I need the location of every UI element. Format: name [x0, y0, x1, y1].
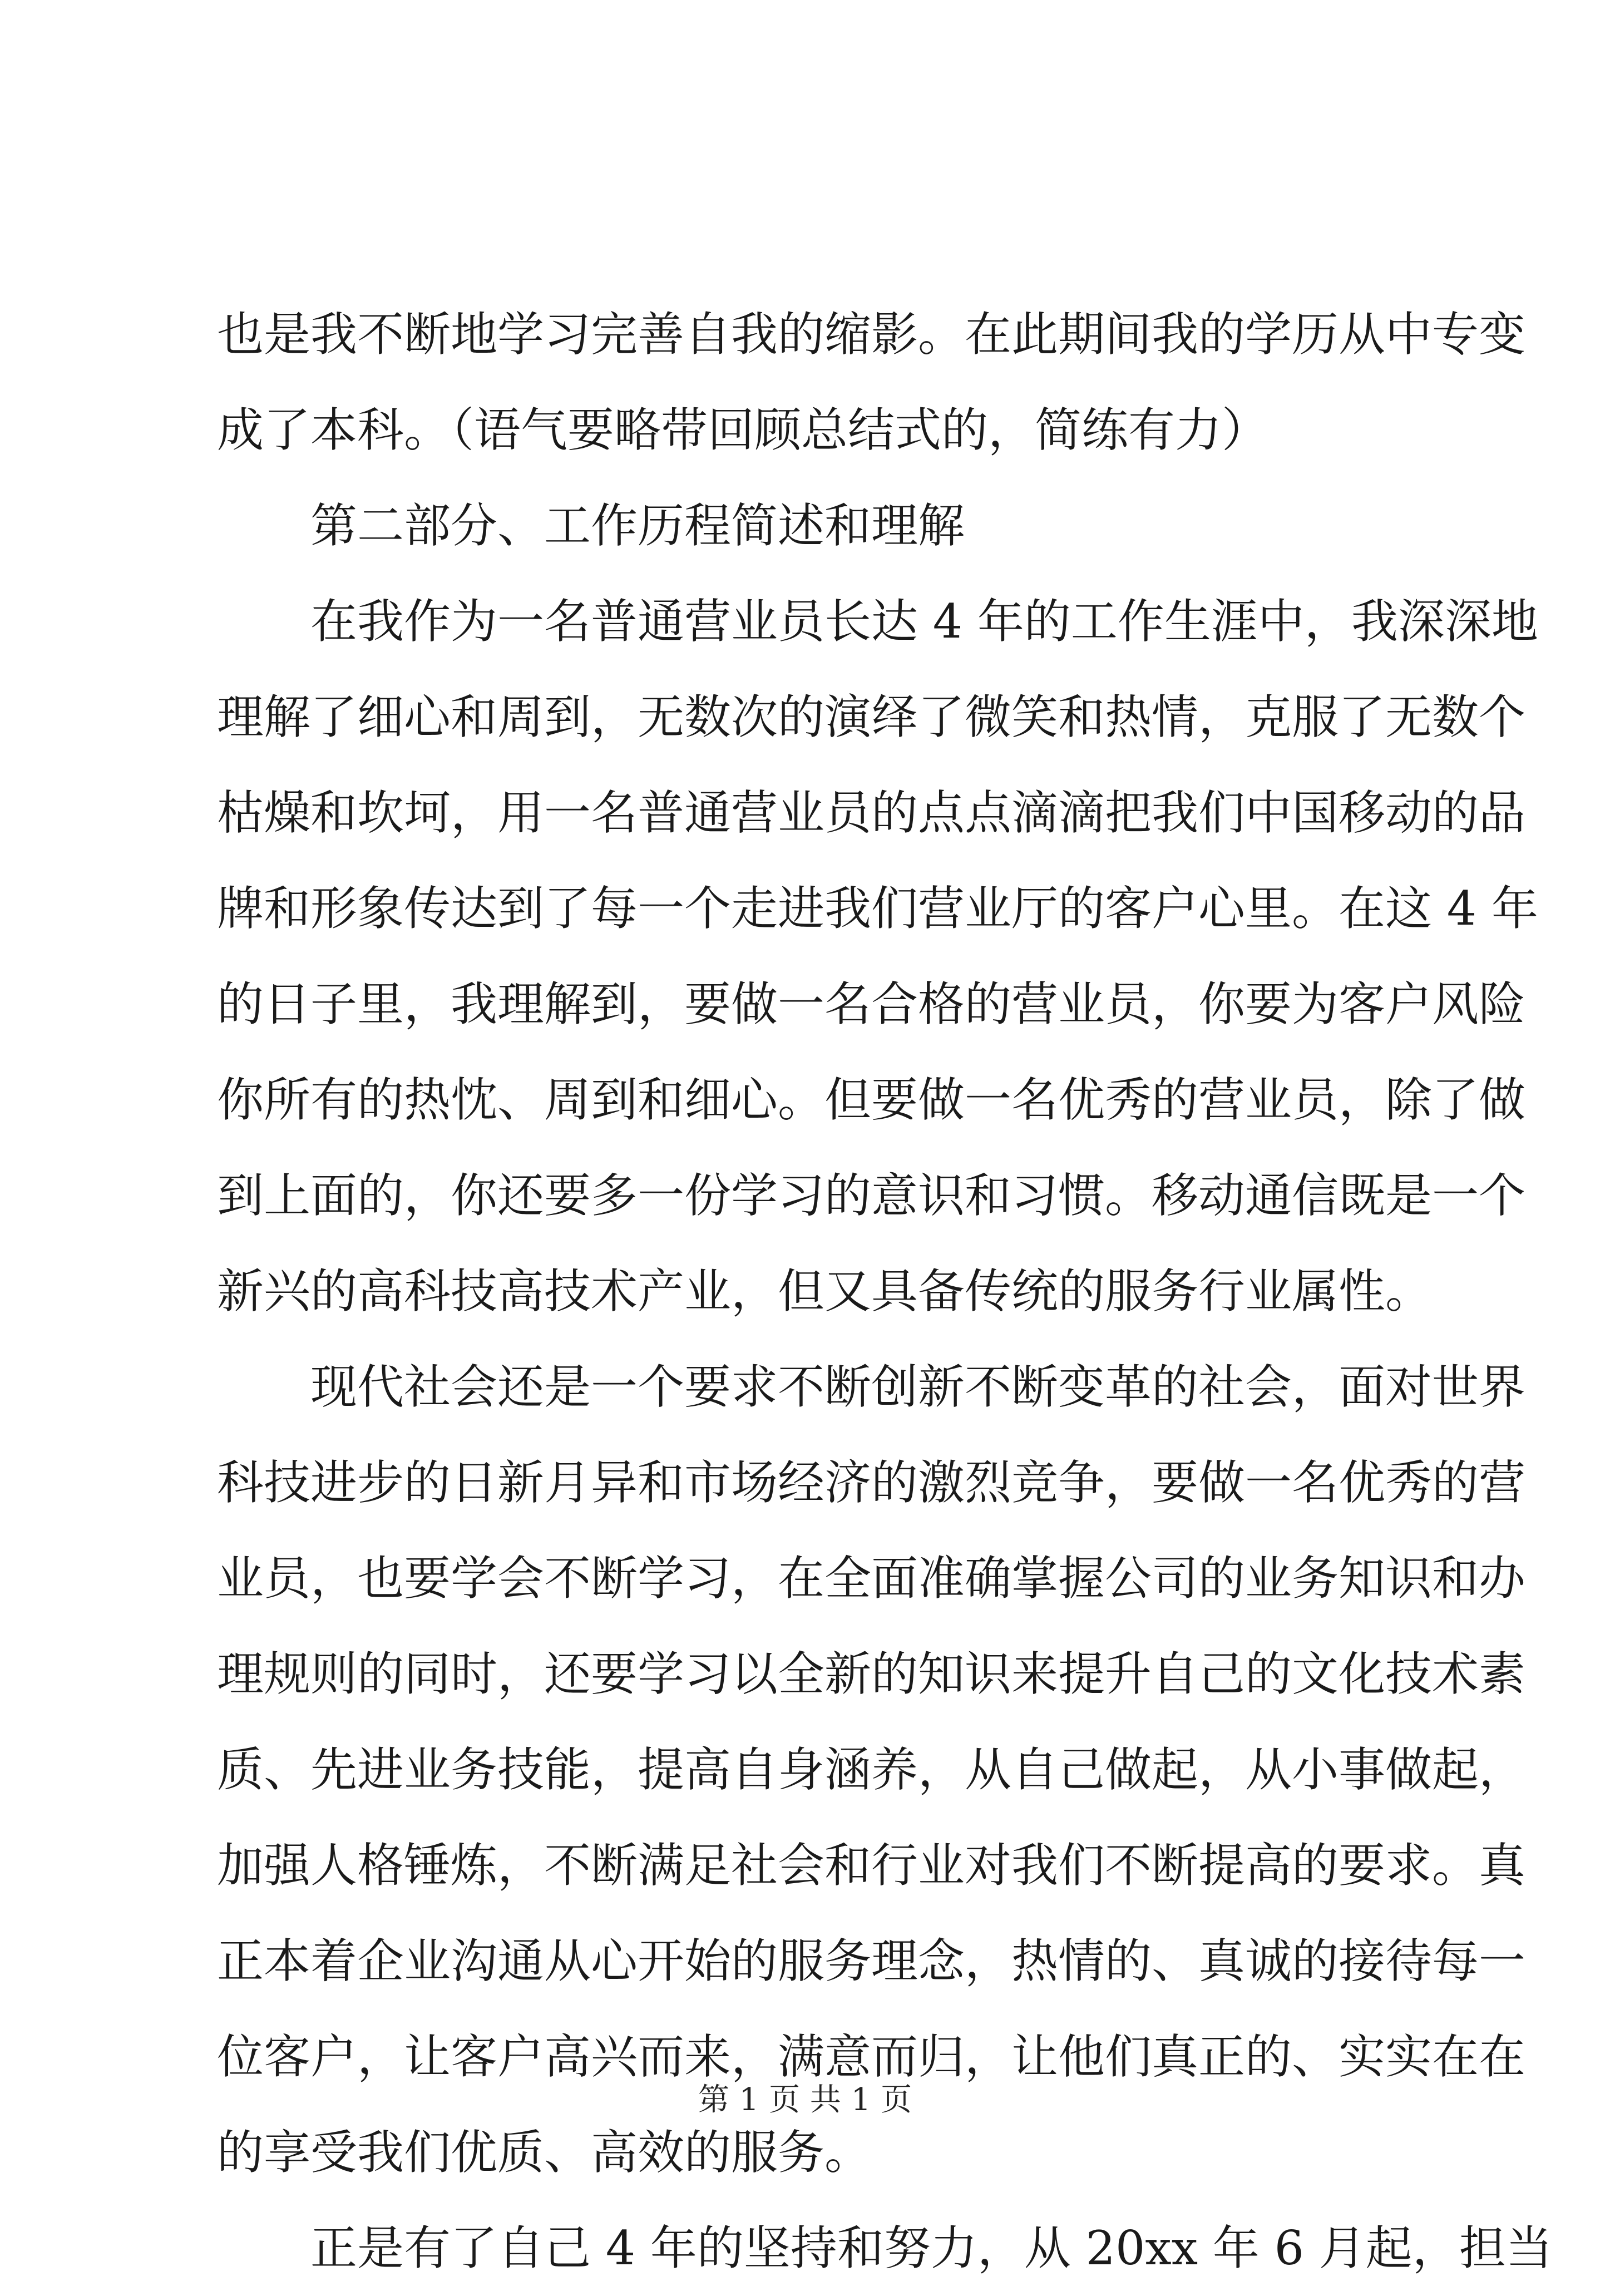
text-line: 正本着企业沟通从心开始的服务理念，热情的、真诚的接待每一	[217, 1934, 1526, 1988]
text-line: 牌和形象传达到了每一个走进我们营业厅的客户心里。在这 4 年	[217, 881, 1538, 936]
section-heading: 第二部分、工作历程简述和理解	[310, 498, 965, 553]
text-line: 的日子里，我理解到，要做一名合格的营业员，你要为客户风险	[217, 977, 1526, 1031]
text-line: 位客户，让客户高兴而来，满意而归，让他们真正的、实实在在	[217, 2030, 1526, 2084]
text-line: 的享受我们优质、高效的服务。	[217, 2125, 872, 2180]
text-line: 质、先进业务技能，提高自身涵养，从自己做起，从小事做起，	[217, 1742, 1526, 1797]
text-line: 理解了细心和周到，无数次的演绎了微笑和热情，克服了无数个	[217, 690, 1526, 744]
text-line: 正是有了自己 4 年的坚持和努力，从 20xx 年 6 月起，担当	[310, 2221, 1553, 2275]
text-line: 现代社会还是一个要求不断创新不断变革的社会，面对世界	[310, 1360, 1526, 1414]
text-line: 科技进步的日新月异和市场经济的激烈竞争，要做一名优秀的营	[217, 1455, 1526, 1510]
text-line: 业员，也要学会不断学习，在全面准确掌握公司的业务知识和办	[217, 1551, 1526, 1606]
text-line: 你所有的热忱、周到和细心。但要做一名优秀的营业员，除了做	[217, 1073, 1526, 1127]
document-body	[217, 287, 1553, 2296]
text-line: 也是我不断地学习完善自我的缩影。在此期间我的学历从中专变	[217, 307, 1526, 362]
text-line: 理规则的同时，还要学习以全新的知识来提升自己的文化技术素	[217, 1647, 1526, 1701]
text-line: 新兴的高科技高技术产业，但又具备传统的服务行业属性。	[217, 1264, 1433, 1319]
text-line: 枯燥和坎坷，用一名普通营业员的点点滴滴把我们中国移动的品	[217, 786, 1526, 840]
text-line: 加强人格锤炼，不断满足社会和行业对我们不断提高的要求。真	[217, 1838, 1526, 1893]
text-line: 成了本科。（语气要略带回顾总结式的，简练有力）	[217, 403, 1269, 457]
page-number-footer: 第 1 页 共 1 页	[698, 2082, 912, 2118]
text-line: 到上面的，你还要多一份学习的意识和习惯。移动通信既是一个	[217, 1168, 1526, 1223]
text-line: 在我作为一名普通营业员长达 4 年的工作生涯中，我深深地	[310, 594, 1538, 649]
